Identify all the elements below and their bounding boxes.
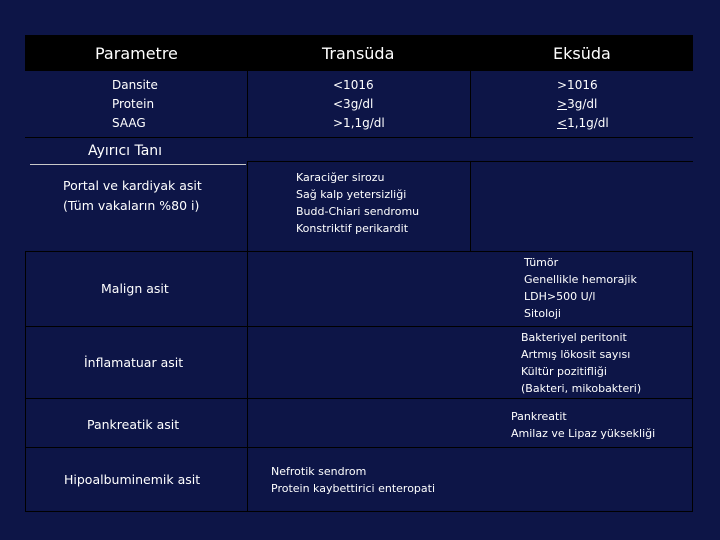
- eksuda-saag-symbol: <: [557, 116, 568, 130]
- grid-line: [470, 161, 471, 251]
- hipoalbuminemik-transuda-list: [271, 463, 435, 497]
- param-labels: [112, 76, 158, 133]
- row-label-inflamatuar: İnflamatuar asit: [84, 355, 184, 370]
- list-item: Protein kaybettirici enteropati: [271, 482, 436, 495]
- list-item: Sağ kalp yetersizliği: [296, 188, 407, 201]
- row-label-malign: Malign asit: [101, 281, 169, 296]
- param-protein: Protein: [112, 97, 155, 111]
- list-item: LDH>500 U/l: [524, 290, 596, 303]
- list-item: (Bakteri, mikobakteri): [521, 382, 642, 395]
- eksuda-protein-symbol: >: [557, 97, 568, 111]
- grid-line: [25, 398, 693, 399]
- row-label-pankreatik: Pankreatik asit: [87, 417, 180, 432]
- grid-line: [470, 71, 471, 137]
- transuda-protein: <3g/dl: [333, 97, 374, 111]
- list-item: Bakteriyel peritonit: [521, 331, 627, 344]
- header-eksuda: Eksüda: [553, 44, 611, 63]
- grid-line: [25, 447, 693, 448]
- grid-line: [692, 251, 693, 511]
- list-item: Amilaz ve Lipaz yüksekliği: [511, 427, 656, 440]
- header-parametre: Parametre: [95, 44, 178, 63]
- transuda-dansite: <1016: [333, 78, 374, 92]
- eksuda-protein: [557, 95, 609, 114]
- list-item: Tümör: [524, 256, 559, 269]
- section-title-underline-tick: [238, 164, 246, 165]
- param-transuda-values: [333, 76, 385, 133]
- list-item: Budd-Chiari sendromu: [296, 205, 420, 218]
- eksuda-saag: [557, 114, 609, 133]
- row-label-portal: [63, 176, 202, 216]
- grid-line: [25, 251, 26, 511]
- grid-line: [25, 326, 693, 327]
- eksuda-dansite: >1016: [557, 78, 598, 92]
- transuda-saag: >1,1g/dl: [333, 116, 385, 130]
- eksuda-protein-value: 3g/dl: [567, 97, 598, 111]
- list-item: Pankreatit: [511, 410, 567, 423]
- list-item: Konstriktif perikardit: [296, 222, 409, 235]
- param-saag: SAAG: [112, 116, 146, 130]
- grid-line: [247, 71, 248, 137]
- row-label-portal-line2: (Tüm vakaların %80 i): [63, 198, 200, 213]
- param-eksuda-values: [557, 76, 609, 133]
- row-label-hipoalbuminemik: Hipoalbuminemik asit: [64, 472, 201, 487]
- portal-transuda-list: [296, 169, 419, 237]
- list-item: Genellikle hemorajik: [524, 273, 637, 286]
- grid-line: [25, 251, 693, 252]
- list-item: Artmış lökosit sayısı: [521, 348, 631, 361]
- section-title: Ayırıcı Tanı: [88, 143, 163, 159]
- list-item: Nefrotik sendrom: [271, 465, 367, 478]
- list-item: Kültür pozitifliği: [521, 365, 607, 378]
- header-transuda: Transüda: [322, 44, 395, 63]
- malign-eksuda-list: [524, 254, 637, 322]
- list-item: Sitoloji: [524, 307, 561, 320]
- list-item: Karaciğer sirozu: [296, 171, 385, 184]
- grid-line: [25, 137, 693, 138]
- param-dansite: Dansite: [112, 78, 158, 92]
- grid-line: [25, 511, 693, 512]
- row-label-portal-line1: Portal ve kardiyak asit: [63, 178, 202, 193]
- section-title-underline: [30, 164, 238, 165]
- pankreatik-eksuda-list: [511, 408, 655, 442]
- eksuda-saag-value: 1,1g/dl: [567, 116, 609, 130]
- inflamatuar-eksuda-list: [521, 329, 641, 397]
- grid-line: [247, 161, 248, 511]
